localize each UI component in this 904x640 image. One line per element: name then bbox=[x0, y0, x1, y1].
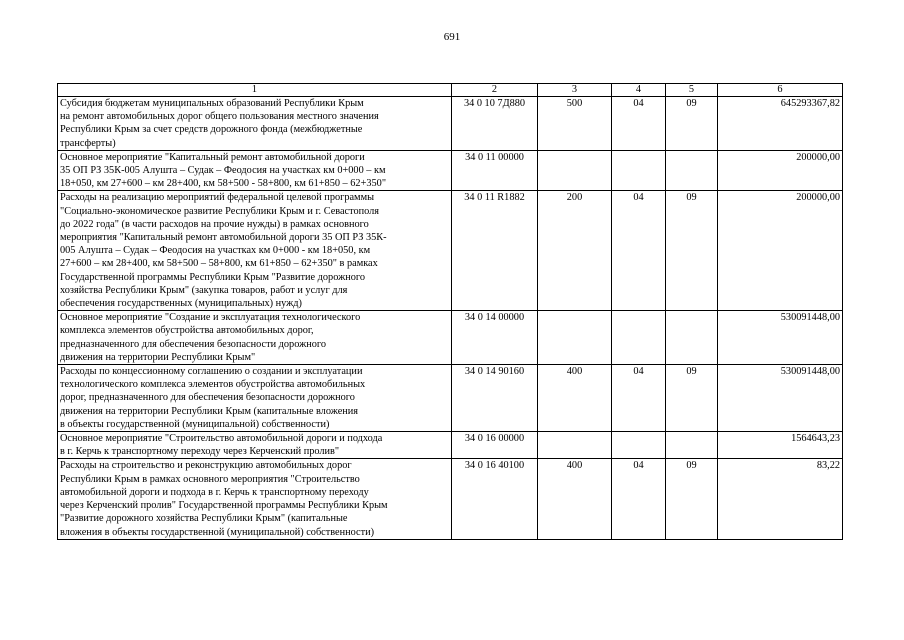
row-description: Основное мероприятие "Строительство автомобильной дороги и подхода в г. Керчь к транспортному переходу через Керченский пролив" bbox=[58, 432, 452, 459]
row-section: 04 bbox=[612, 97, 666, 151]
row-code: 34 0 10 7Д880 bbox=[452, 97, 538, 151]
table-row bbox=[58, 191, 843, 311]
row-amount: 200000,00 bbox=[718, 150, 843, 191]
table-row bbox=[58, 311, 843, 365]
column-header: 6 bbox=[718, 84, 843, 97]
table-row bbox=[58, 432, 843, 459]
row-description: Основное мероприятие "Создание и эксплуатация технологического комплекса элементов обустройства автомобильных дорог, предназначенного для обеспечения безопасности дорожного движения на территории Республики Крым" bbox=[58, 311, 452, 365]
row-expense-type: 500 bbox=[538, 97, 612, 151]
column-header: 4 bbox=[612, 84, 666, 97]
row-subsection bbox=[666, 150, 718, 191]
row-code: 34 0 16 00000 bbox=[452, 432, 538, 459]
row-subsection: 09 bbox=[666, 191, 718, 311]
row-subsection: 09 bbox=[666, 97, 718, 151]
row-description: Расходы по концессионному соглашению о создании и эксплуатации технологического комплекса элементов обустройства автомобильных дорог, предназначенного для обеспечения безопасности дорожного движения на территории Республики Крым (капитальные вложения в объекты государственной (муниципальной) собственности) bbox=[58, 365, 452, 432]
column-header: 5 bbox=[666, 84, 718, 97]
row-expense-type bbox=[538, 311, 612, 365]
row-subsection bbox=[666, 311, 718, 365]
column-header: 3 bbox=[538, 84, 612, 97]
row-code: 34 0 14 90160 bbox=[452, 365, 538, 432]
row-amount: 530091448,00 bbox=[718, 365, 843, 432]
row-amount: 1564643,23 bbox=[718, 432, 843, 459]
row-subsection: 09 bbox=[666, 365, 718, 432]
row-expense-type: 200 bbox=[538, 191, 612, 311]
row-code: 34 0 11 00000 bbox=[452, 150, 538, 191]
row-amount: 83,22 bbox=[718, 459, 843, 539]
table-row bbox=[58, 150, 843, 191]
table-row bbox=[58, 365, 843, 432]
row-expense-type bbox=[538, 432, 612, 459]
row-description: Расходы на реализацию мероприятий федеральной целевой программы "Социально-экономическое развитие Республики Крым и г. Севастополя до 2022 года" (в части расходов на прочие нужды) в рамках основного мероприятия "Капитальный ремонт автомобильной дороги 35 ОП РЗ 35К- 005 Алушта – Судак – Феодосия на участках км 0+000 - км 18+050, км 27+600 – км 28+400, км 58+500 – 58+800, км 61+850 – 62+350" в рамках Государственной программы Республики Крым "Развитие дорожного хозяйства Республики Крым" (закупка товаров, работ и услуг для обеспечения государственных (муниципальных) нужд) bbox=[58, 191, 452, 311]
row-subsection: 09 bbox=[666, 459, 718, 539]
row-amount: 530091448,00 bbox=[718, 311, 843, 365]
row-section bbox=[612, 150, 666, 191]
budget-table bbox=[57, 83, 843, 540]
row-section: 04 bbox=[612, 191, 666, 311]
row-code: 34 0 16 40100 bbox=[452, 459, 538, 539]
row-description: Субсидия бюджетам муниципальных образований Республики Крым на ремонт автомобильных дорог общего пользования местного значения Республики Крым за счет средств дорожного фонда (межбюджетные трансферты) bbox=[58, 97, 452, 151]
row-description: Расходы на строительство и реконструкцию автомобильных дорог Республики Крым в рамках основного мероприятия "Строительство автомобильной дороги и подхода в г. Керчь к транспортному переходу через Керченский пролив" Государственной программы Республики Крым "Развитие дорожного хозяйства Республики Крым" (капитальные вложения в объекты государственной (муниципальной) собственности) bbox=[58, 459, 452, 539]
column-header: 1 bbox=[58, 84, 452, 97]
header-row bbox=[58, 84, 843, 97]
page-number: 691 bbox=[443, 31, 461, 43]
table-row bbox=[58, 97, 843, 151]
row-expense-type: 400 bbox=[538, 459, 612, 539]
table-row bbox=[58, 459, 843, 539]
row-description: Основное мероприятие "Капитальный ремонт автомобильной дороги 35 ОП РЗ 35К-005 Алушта – Судак – Феодосия на участках км 0+000 – км 18+050, км 27+600 – км 28+400, км 58+500 - 58+800, км 61+850 – 62+350" bbox=[58, 150, 452, 191]
row-amount: 200000,00 bbox=[718, 191, 843, 311]
row-section bbox=[612, 311, 666, 365]
row-expense-type: 400 bbox=[538, 365, 612, 432]
row-section: 04 bbox=[612, 459, 666, 539]
column-header: 2 bbox=[452, 84, 538, 97]
row-section bbox=[612, 432, 666, 459]
row-subsection bbox=[666, 432, 718, 459]
row-code: 34 0 11 R1882 bbox=[452, 191, 538, 311]
row-section: 04 bbox=[612, 365, 666, 432]
row-amount: 645293367,82 bbox=[718, 97, 843, 151]
row-expense-type bbox=[538, 150, 612, 191]
row-code: 34 0 14 00000 bbox=[452, 311, 538, 365]
